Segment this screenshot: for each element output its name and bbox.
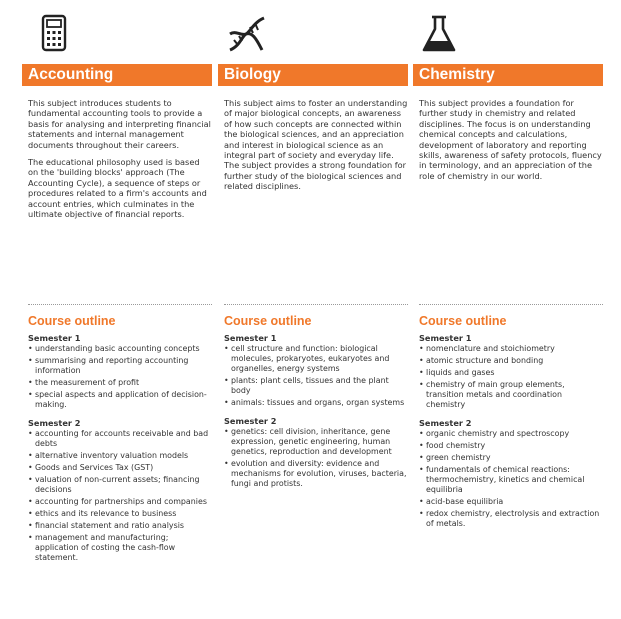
list-item: • food chemistry (419, 441, 603, 451)
course-outline (224, 333, 408, 491)
list-item: • animals: tissues and organs, organ systems (224, 398, 408, 408)
list-item: • understanding basic accounting concepts (28, 344, 212, 354)
list-item: • valuation of non-current assets; financing decisions (28, 475, 212, 495)
list-item: • alternative inventory valuation models (28, 451, 212, 461)
dotted-divider (419, 304, 603, 305)
course-outline (28, 333, 212, 565)
list-item: • summarising and reporting accounting information (28, 356, 212, 376)
course-outline-heading: Course outline (419, 314, 507, 328)
semester-list (419, 429, 603, 529)
intro-paragraph: This subject introduces students to fundamental accounting tools to provide a basis for analysing and interpreting financial statements and internal management documents throughout their careers. (28, 98, 211, 150)
semester-label: Semester 1 (419, 333, 472, 343)
list-item: • the measurement of profit (28, 378, 212, 388)
subject-intro (419, 98, 603, 188)
list-item: • ethics and its relevance to business (28, 509, 212, 519)
semester-label: Semester 1 (28, 333, 81, 343)
list-item: • fundamentals of chemical reactions: thermochemistry, kinetics and chemical equilibria (419, 465, 603, 495)
intro-paragraph: The educational philosophy used is based on the 'building blocks' approach (The Accounting Cycle), a sequence of steps or procedures related to a firm's accounts and account entries, which culminates in the ultimate objective of financial reports. (28, 157, 207, 220)
list-item: • nomenclature and stoichiometry (419, 344, 603, 354)
list-item: • acid-base equilibria (419, 497, 603, 507)
list-item: • chemistry of main group elements, transition metals and coordination chemistry (419, 380, 603, 410)
semester-label: Semester 1 (224, 333, 277, 343)
semester-list (419, 344, 603, 410)
subject-intro (28, 98, 212, 226)
list-item: • accounting for accounts receivable and bad debts (28, 429, 212, 449)
subject-intro (224, 98, 408, 199)
list-item: • evolution and diversity: evidence and mechanisms for evolution, viruses, bacteria, fungi and protists. (224, 459, 408, 489)
semester-list (28, 429, 212, 563)
course-outline-heading: Course outline (28, 314, 116, 328)
subject-title: Biology (218, 64, 408, 86)
list-item: • genetics: cell division, inheritance, gene expression, genetic engineering, human genetics, reproduction and development (224, 427, 408, 457)
semester-list (224, 344, 408, 408)
list-item: • management and manufacturing; application of costing the cash-flow statement. (28, 533, 212, 563)
intro-paragraph: This subject aims to foster an understanding of major biological concepts, an awareness of how such concepts are connected within the biological sciences, and an appreciation and interest in biological science as an integral part of society and everyday life. The subject provides a strong foundation for further study of the biological sciences and related disciplines. (224, 98, 408, 192)
dna-icon (224, 12, 268, 56)
semester-label: Semester 2 (419, 418, 472, 428)
list-item: • organic chemistry and spectroscopy (419, 429, 603, 439)
flask-icon (417, 12, 461, 56)
list-item: • special aspects and application of decision-making. (28, 390, 212, 410)
list-item: • plants: plant cells, tissues and the plant body (224, 376, 408, 396)
semester-label: Semester 2 (28, 418, 81, 428)
course-outline-heading: Course outline (224, 314, 312, 328)
list-item: • financial statement and ratio analysis (28, 521, 212, 531)
list-item: • redox chemistry, electrolysis and extraction of metals. (419, 509, 603, 529)
semester-list (224, 427, 408, 489)
calculator-icon (32, 12, 76, 56)
course-outline (419, 333, 603, 531)
intro-paragraph: This subject provides a foundation for further study in chemistry and related disciplines. The focus is on understanding chemical concepts and calculations, development of laboratory and reporting skills, awareness of safety protocols, fluency in terminology, and an appreciation of the role of chemistry in our world. (419, 98, 602, 181)
list-item: • atomic structure and bonding (419, 356, 603, 366)
subject-title: Chemistry (413, 64, 603, 86)
list-item: • accounting for partnerships and companies (28, 497, 212, 507)
list-item: • liquids and gases (419, 368, 603, 378)
semester-list (28, 344, 212, 410)
subject-title: Accounting (22, 64, 212, 86)
dotted-divider (28, 304, 212, 305)
dotted-divider (224, 304, 408, 305)
list-item: • Goods and Services Tax (GST) (28, 463, 212, 473)
semester-label: Semester 2 (224, 416, 277, 426)
list-item: • cell structure and function: biological molecules, prokaryotes, eukaryotes and organelles, energy systems (224, 344, 408, 374)
list-item: • green chemistry (419, 453, 603, 463)
